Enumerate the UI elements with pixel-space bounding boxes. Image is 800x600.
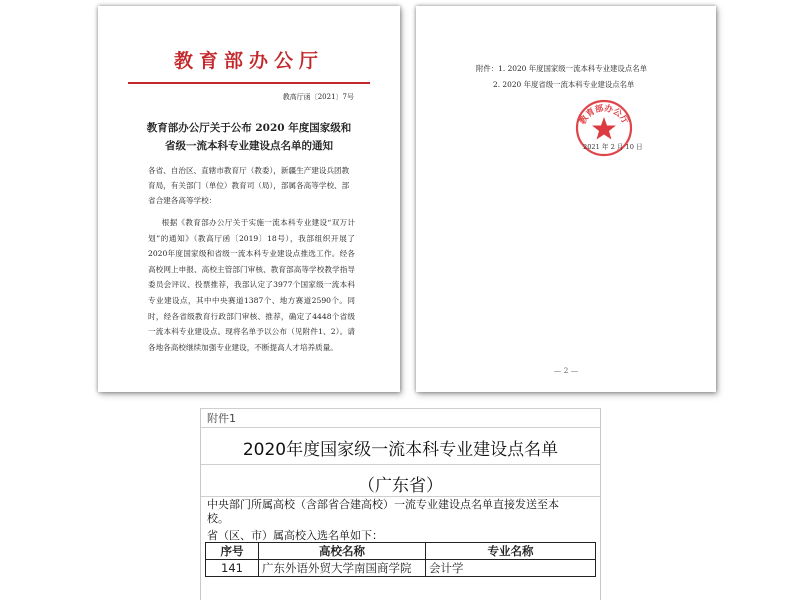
- note-line-1: 中央部门所属高校（含部省合建高校）一流专业建设点名单直接发送至本: [207, 498, 559, 511]
- page-number: — 2 —: [553, 366, 579, 375]
- notice-title: [98, 119, 400, 155]
- cell-major: 会计学: [426, 560, 596, 577]
- grid-line: [201, 427, 600, 428]
- note-line-3: 省（区、市）属高校入选名单如下：: [207, 529, 383, 542]
- attachment-list: [476, 61, 647, 92]
- document-page-2: [416, 6, 716, 392]
- svg-text:教育部办公厅: 教育部办公厅: [577, 103, 631, 127]
- table-row: [206, 560, 596, 577]
- col-header-major: 专业名称: [426, 543, 596, 560]
- document-page-1: [98, 6, 400, 392]
- province-label: （广东省）: [358, 476, 443, 496]
- issuer-header: 教育部办公厅: [173, 50, 324, 72]
- issue-date: 2021 年 2 月 10 日: [583, 143, 643, 151]
- note-line-2: 校。: [207, 512, 229, 525]
- list-title: 2020年度国家级一流本科专业建设点名单: [242, 440, 559, 460]
- red-divider-line: [128, 82, 370, 84]
- attachment-item-2: 2. 2020 年度省级一流本科专业建设点名单: [493, 79, 635, 89]
- table-header-row: [206, 543, 596, 560]
- addressees: 各省、自治区、直辖市教育厅（教委），新疆生产建设兵团教育局，有关部门（单位）教育司（局），部属各高等学校、部省合建各高等学校：: [148, 166, 350, 205]
- attachment-item-1: 附件：1. 2020 年度国家级一流本科专业建设点名单: [476, 64, 647, 73]
- notice-title-line-1: 教育部办公厅关于公布 2020 年度国家级和: [146, 122, 352, 134]
- col-header-university: 高校名称: [259, 543, 426, 560]
- document-number: 教高厅函〔2021〕7号: [282, 93, 354, 101]
- note-text: [207, 498, 594, 526]
- col-header-index: 序号: [206, 543, 259, 560]
- notice-title-line-2: 省级一流本科专业建设点名单的通知: [165, 140, 333, 152]
- cell-index: 141: [206, 560, 259, 577]
- attachment-label: 附件1: [207, 412, 236, 425]
- grid-line: [201, 464, 600, 465]
- grid-line: [201, 496, 600, 497]
- notice-body: 根据《教育部办公厅关于实施一流本科专业建设“双万计划”的通知》（教高厅函〔2019〕18号），我部组织开展了2020年度国家级和省级一流本科专业建设点推选工作。经各高校网上申报、高校主管部门审核、教育部高等学校教学指导委员会评议、投票推荐，我部认定了3977个国家级一流本科专业建设点，其中中央赛道1387个、地方赛道2590个。同时，经各省级教育行政部门审核、推荐，确定了4448个省级一流本科专业建设点。现将名单予以公布（见附件1、2）。请各地各高校继续加强专业建设，不断提高人才培养质量。: [148, 218, 355, 352]
- grid-line: [201, 408, 600, 409]
- attachment-spreadsheet: [200, 408, 601, 600]
- cell-university: 广东外语外贸大学南国商学院: [259, 560, 426, 577]
- selection-table: [205, 542, 596, 577]
